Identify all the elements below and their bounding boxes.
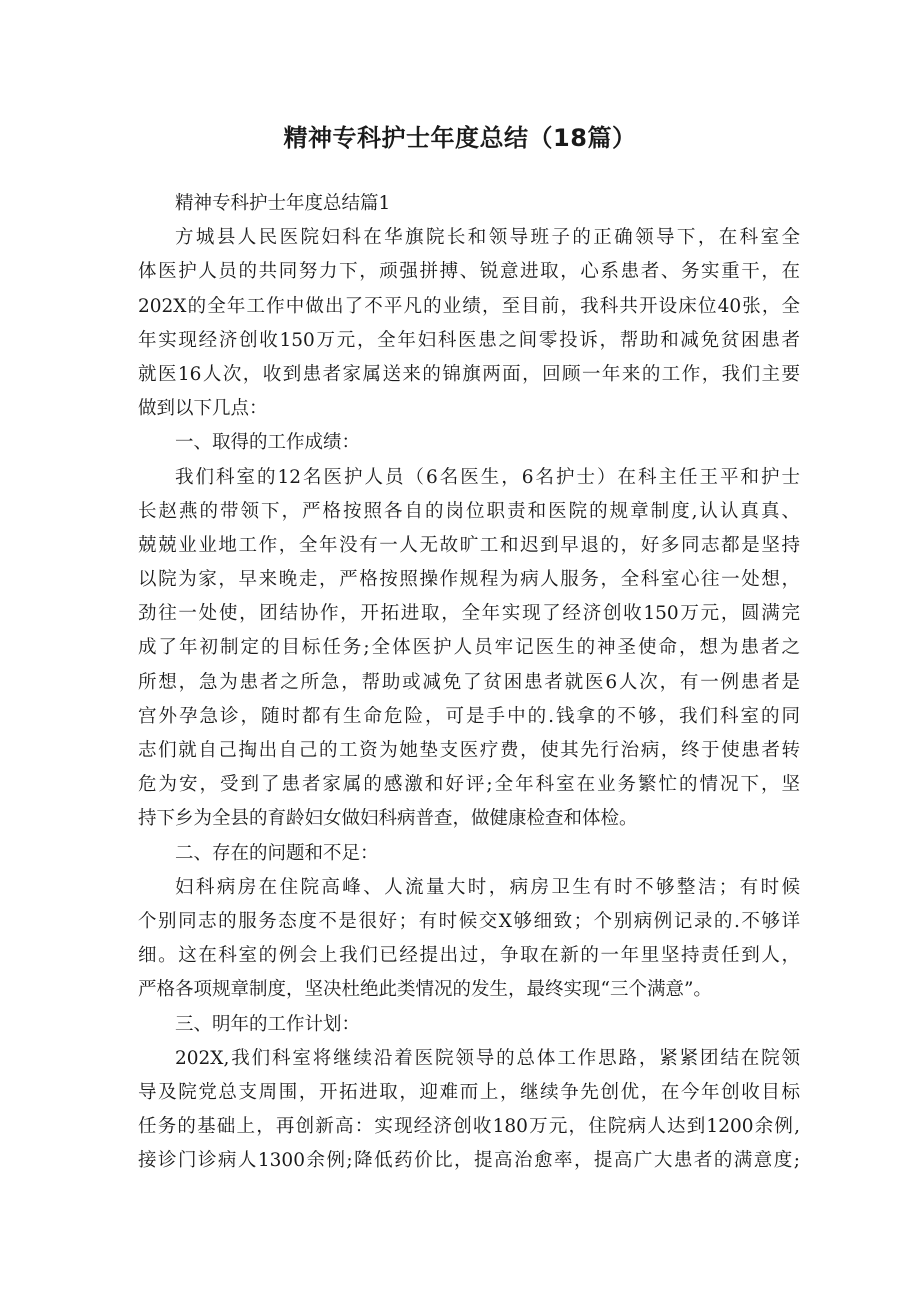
paragraph-line: 体医护人员的共同努力下，顽强拼搏、锐意进取，心系患者、务实重干，在: [138, 261, 800, 283]
paragraph-line: 长赵燕的带领下，严格按照各自的岗位职责和医院的规章制度,认认真真、: [138, 500, 800, 522]
paragraph-line: 严格各项规章制度，坚决杜绝此类情况的发生，最终实现“三个满意”。: [138, 979, 712, 1001]
section-heading: 精神专科护士年度总结篇1: [175, 193, 391, 214]
paragraph-line: 妇科病房在住院高峰、人流量大时，病房卫生有时不够整洁；有时候: [175, 876, 800, 898]
paragraph-line: 202X,我们科室将继续沿着医院领导的总体工作思路，紧紧团结在院领: [175, 1047, 800, 1069]
paragraph-line: 以院为家，早来晚走，严格按照操作规程为病人服务，全科室心往一处想，: [138, 569, 800, 591]
paragraph-line: 我们科室的12名医护人员（6名医生，6名护士）在科主任王平和护士: [175, 466, 800, 488]
document-title: 精神专科护士年度总结（18篇）: [283, 124, 637, 152]
paragraph-line: 细。这在科室的例会上我们已经提出过，争取在新的一年里坚持责任到人，: [138, 945, 800, 967]
paragraph-line: 危为安，受到了患者家属的感激和好评;全年科室在业务繁忙的情况下，坚: [138, 774, 800, 796]
subsection-heading: 二、存在的问题和不足：: [175, 842, 379, 864]
paragraph-line: 年实现经济创收150万元，全年妇科医患之间零投诉，帮助和减免贫困患者: [138, 329, 800, 351]
subsection-heading: 三、明年的工作计划：: [175, 1013, 361, 1035]
paragraph-line: 成了年初制定的目标任务;全体医护人员牢记医生的神圣使命，想为患者之: [138, 637, 800, 659]
paragraph-line: 兢兢业业地工作，全年没有一人无故旷工和迟到早退的，好多同志都是坚持: [138, 534, 800, 556]
paragraph-line: 志们就自己掏出自己的工资为她垫支医疗费，使其先行治病，终于使患者转: [138, 740, 800, 761]
paragraph-line: 任务的基础上，再创新高：实现经济创收180万元，住院病人达到1200余例,: [138, 1116, 800, 1138]
paragraph-line: 持下乡为全县的育龄妇女做妇科病普查，做健康检查和体检。: [138, 808, 638, 830]
paragraph-line: 所想，急为患者之所急，帮助或减免了贫困患者就医6人次，有一例患者是: [138, 671, 800, 693]
paragraph-line: 个别同志的服务态度不是很好；有时候交X够细致；个别病例记录的.不够详: [138, 910, 800, 932]
paragraph-line: 宫外孕急诊，随时都有生命危险，可是手中的.钱拿的不够，我们科室的同: [138, 705, 800, 727]
paragraph-line: 方城县人民医院妇科在华旗院长和领导班子的正确领导下，在科室全: [175, 227, 800, 249]
paragraph-line: 202X的全年工作中做出了不平凡的业绩，至目前，我科共开设床位40张，全: [138, 295, 800, 317]
paragraph-line: 接诊门诊病人1300余例;降低药价比，提高治愈率，提高广大患者的满意度;: [138, 1150, 800, 1172]
paragraph-line: 就医16人次，收到患者家属送来的锦旗两面，回顾一年来的工作，我们主要: [138, 363, 800, 385]
document-body: [138, 187, 800, 1178]
paragraph-line: 导及院党总支周围，开拓进取，迎难而上，继续争先创优，在今年创收目标: [138, 1081, 800, 1103]
paragraph-line: 做到以下几点：: [138, 398, 268, 420]
paragraph-line: 劲往一处使，团结协作，开拓进取，全年实现了经济创收150万元，圆满完: [138, 603, 800, 625]
subsection-heading: 一、取得的工作成绩：: [175, 432, 361, 454]
